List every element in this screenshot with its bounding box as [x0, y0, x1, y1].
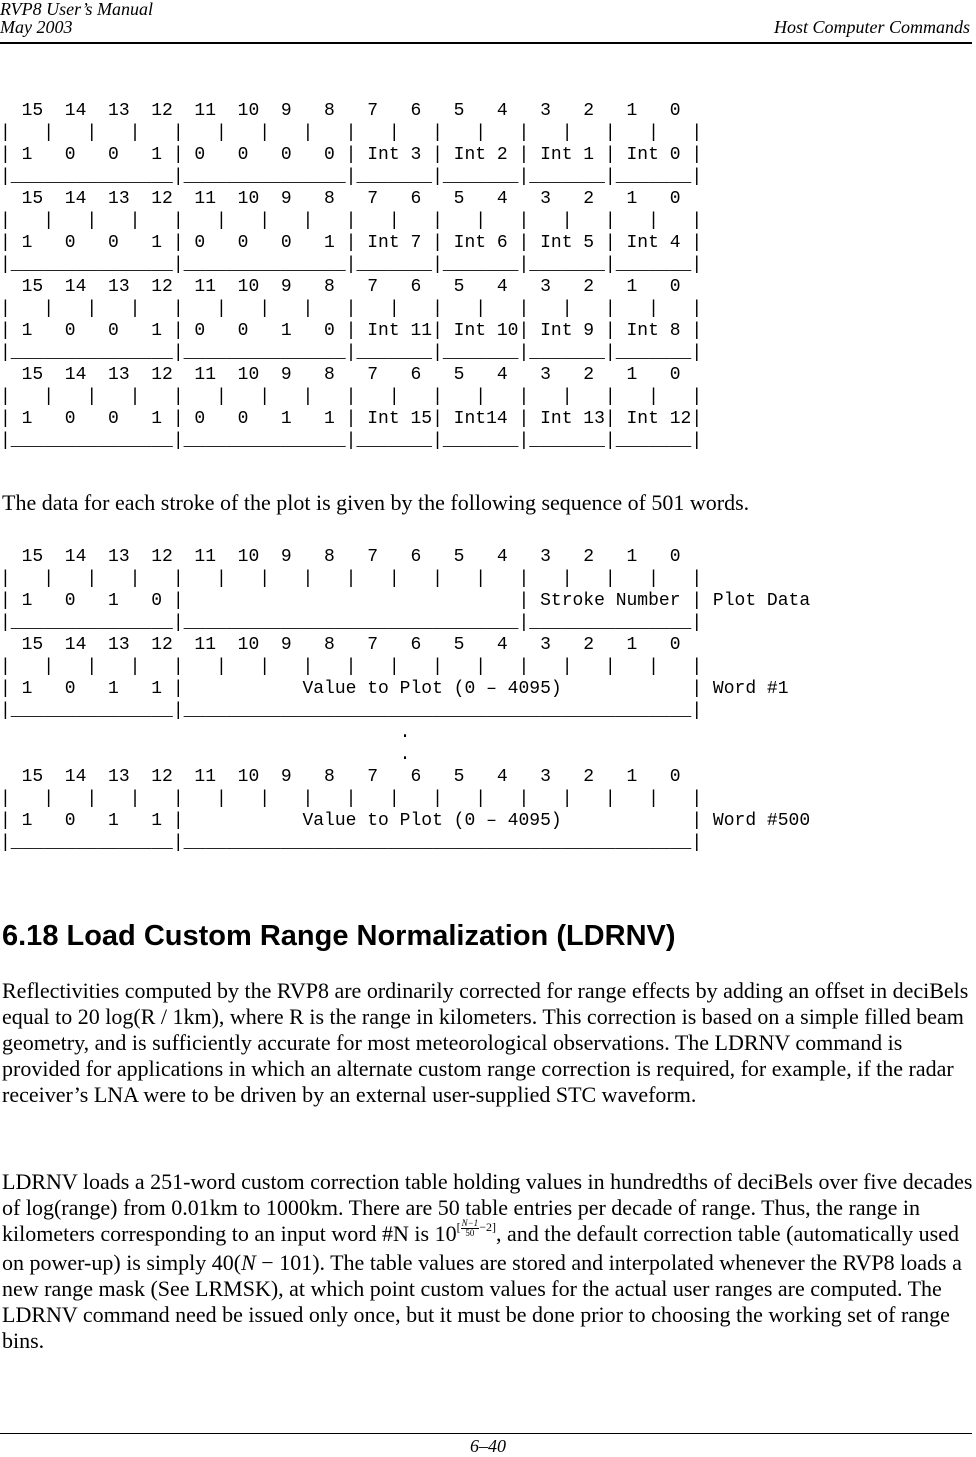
- header-rule: [0, 42, 972, 44]
- section-heading: 6.18 Load Custom Range Normalization (LDRNV): [2, 920, 676, 952]
- formula-open-bracket: [: [456, 1220, 461, 1234]
- page-number: 6–40: [470, 1436, 506, 1456]
- manual-title: RVP8 User’s Manual: [0, 0, 153, 19]
- default-formula: 40(N − 101): [211, 1250, 320, 1275]
- chapter-title: Host Computer Commands: [773, 17, 970, 37]
- formula-base: 10: [434, 1221, 457, 1246]
- running-header-left: [0, 0, 153, 36]
- formula-close-bracket: ]: [491, 1220, 496, 1234]
- formula-numerator: N−1: [461, 1217, 479, 1228]
- reflectivity-paragraph: Reflectivities computed by the RVP8 are ordinarily corrected for range effects by adding an offset in deciBels equal to 20 log(R / 1km), where R is the range in kilometers. This correction is based on a simple filled beam geometry, and is sufficiently accurate for most meteorological observations. The LDRNV command is provided for applications in which an alternate custom range correction is required, for example, if the radar receiver’s LNA were to be driven by an external user-supplied STC waveform.: [2, 978, 969, 1107]
- stroke-word-format-table: 15 14 13 12 11 10 9 8 7 6 5 4 3 2 1 0 | | | | | | | | | | | | | | | | | | 1 0 1 0 | | Stroke Number | Plot Data |_______________|_______________________________|_______________| 15 14 13 12 11 10 9 8 7 6 5 4 3 2 1 0 | | | | | | | | | | | | | | | | | | 1 0 1 1 | Value to Plot (0 – 4095) | Word #1 |_______________|_______________________________________________| . . 15 14 13 12 11 10 9 8 7 6 5 4 3 2 1 0 | | | | | | | | | | | | | | | | | | 1 0 1 1 | Value to Plot (0 – 4095) | Word #500 |_______________|_______________________________________________|: [0, 547, 811, 853]
- range-formula: [434, 1217, 496, 1246]
- formula-fraction: [461, 1219, 480, 1238]
- formula-denominator: 50: [465, 1227, 475, 1238]
- manual-date: May 2003: [0, 17, 73, 37]
- interrupt-word-format-table: 15 14 13 12 11 10 9 8 7 6 5 4 3 2 1 0 | | | | | | | | | | | | | | | | | | 1 0 0 1 | 0 0 0 0 | Int 3 | Int 2 | Int 1 | Int 0 | |_______________|_______________|_______|_______|_______|_______| 15 14 13 12 11 10 9 8 7 6 5 4 3 2 1 0 | | | | | | | | | | | | | | | | | | 1 0 0 1 | 0 0 0 1 | Int 7 | Int 6 | Int 5 | Int 4 | |_______________|_______________|_______|_______|_______|_______| 15 14 13 12 11 10 9 8 7 6 5 4 3 2 1 0 | | | | | | | | | | | | | | | | | | 1 0 0 1 | 0 0 1 0 | Int 11| Int 10| Int 9 | Int 8 | |_______________|_______________|_______|_______|_______|_______| 15 14 13 12 11 10 9 8 7 6 5 4 3 2 1 0 | | | | | | | | | | | | | | | | | | 1 0 0 1 | 0 0 1 1 | Int 15| Int14 | Int 13| Int 12| |_______________|_______________|_______|_______|_______|_______|: [0, 101, 703, 451]
- ldrnv-text-part1: LDRNV loads a 251-word custom correction table holding values in hundredths of deciBels over five decades of log(range) from 0.01km to 1000km. There are 50 table entries per decade of range. Thus, the range in kilometers corresponding to an input word #N is: [2, 1169, 973, 1246]
- ldrnv-paragraph: [2, 1169, 974, 1354]
- stroke-data-paragraph: The data for each stroke of the plot is given by the following sequence of 501 words.: [2, 490, 750, 515]
- footer-rule: [0, 1433, 972, 1434]
- formula-exponent: [456, 1217, 496, 1238]
- formula-minus-two: −2: [479, 1220, 492, 1234]
- ldrnv-text-part2: , and the default correction table (automatically used on power-up) is simply: [2, 1221, 959, 1275]
- ldrnv-text-part3: . The table values are stored and interpolated whenever the RVP8 loads a new range mask (See LRMSK), at which point custom values for the actual user ranges are computed. The LDRNV command need be issued only once, but it must be done prior to choosing the working set of range bins.: [2, 1250, 962, 1353]
